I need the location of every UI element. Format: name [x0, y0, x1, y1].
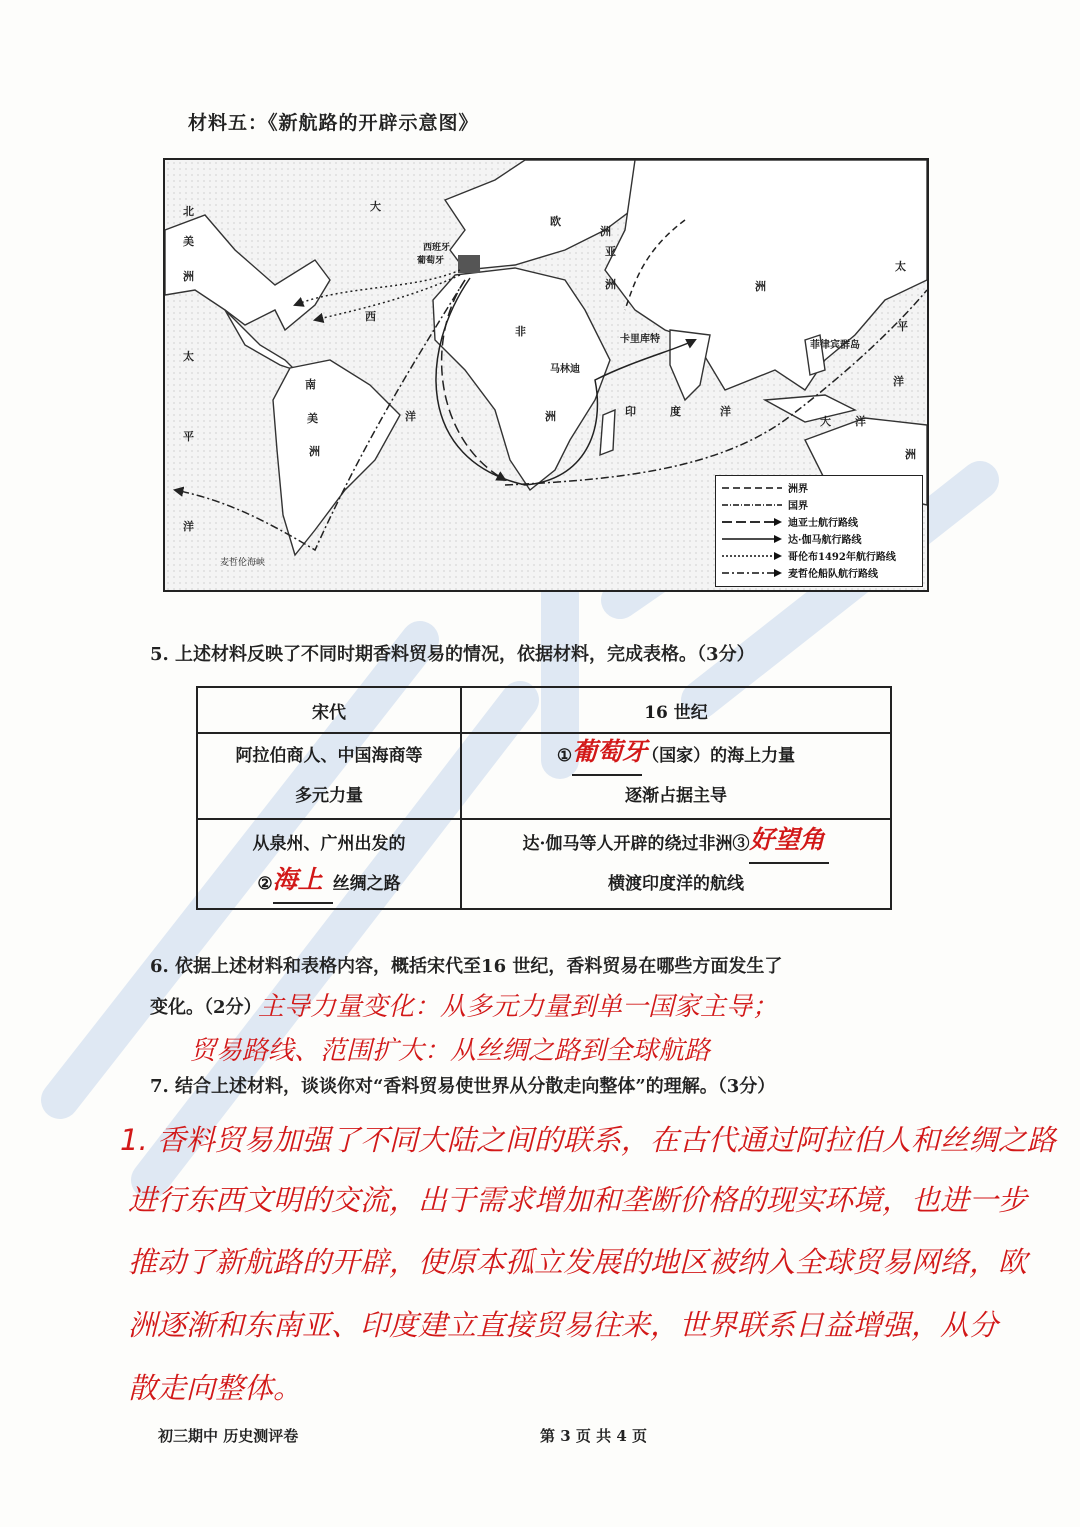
- legend-item-gama-route: 达·伽马航行路线: [722, 530, 916, 547]
- label-calicut: 卡里库特: [620, 334, 660, 345]
- map-legend: [715, 475, 923, 587]
- answer-7-line-5: 散走向整体。: [128, 1371, 303, 1405]
- label-africa: 非: [515, 325, 526, 338]
- svg-text:西: 西: [365, 310, 376, 323]
- table-header-16th: 16 世纪: [461, 687, 891, 733]
- label-spain: 西班牙: [423, 243, 451, 253]
- answer-blank-3: 好望角: [749, 825, 825, 854]
- blank-2[interactable]: [272, 865, 333, 904]
- footer-exam-title: 初三期中 历史测评卷: [158, 1427, 299, 1445]
- svg-text:洲: 洲: [605, 278, 616, 291]
- answer-blank-2: 海上: [272, 865, 323, 894]
- table-cell-r1-left: 阿拉伯商人、中国海商等 多元力量: [197, 733, 461, 819]
- table-cell-r1-right: ① 葡萄牙 （国家）的海上力量 逐渐占据主导: [461, 733, 891, 819]
- question-6-line-1: 6. 依据上述材料和表格内容，概括宋代至16 世纪，香料贸易在哪些方面发生了: [150, 956, 783, 977]
- question-5: 5. 上述材料反映了不同时期香料贸易的情况，依据材料，完成表格。（3分）: [150, 644, 755, 665]
- answer-7-line-4: 洲逐渐和东南亚、印度建立直接贸易往来，世界联系日益增强，从分: [128, 1308, 999, 1342]
- footer-page-number: 第 3 页 共 4 页: [540, 1427, 647, 1445]
- label-south-america: 南: [305, 378, 316, 391]
- answer-6-line-1: 主导力量变化：从多元力量到单一国家主导；: [258, 992, 779, 1022]
- label-philippines: 菲律宾群岛: [810, 340, 860, 351]
- svg-text:洲: 洲: [905, 448, 916, 461]
- svg-text:洋: 洋: [405, 410, 416, 423]
- svg-text:洲: 洲: [545, 410, 556, 423]
- svg-text:平: 平: [897, 320, 908, 333]
- material-title: 材料五：《新航路的开辟示意图》: [188, 112, 479, 134]
- svg-text:平: 平: [183, 430, 194, 443]
- svg-text:洋: 洋: [183, 520, 194, 533]
- label-europe: 欧: [550, 215, 561, 228]
- svg-text:洲: 洲: [755, 280, 766, 293]
- legend-item-magellan-route: 麦哲伦船队航行路线: [722, 564, 916, 581]
- answer-table: [196, 686, 892, 910]
- label-oceania: 大: [820, 415, 831, 428]
- svg-text:洋: 洋: [720, 405, 731, 418]
- label-atlantic: 大: [370, 200, 381, 213]
- table-header-song: 宋代: [197, 687, 461, 733]
- question-6-line-2: 变化。（2分）: [150, 997, 262, 1018]
- legend-item-dias-route: 迪亚士航行路线: [722, 513, 916, 530]
- table-cell-r2-left: 从泉州、广州出发的 ② 海上 丝绸之路: [197, 819, 461, 909]
- svg-text:度: 度: [670, 405, 681, 418]
- answer-6-line-2: 贸易路线、范围扩大：从丝绸之路到全球航路: [190, 1036, 711, 1066]
- blank-3[interactable]: [749, 825, 829, 864]
- iberia-marker: [458, 255, 480, 273]
- svg-text:美: 美: [307, 412, 318, 425]
- legend-item-national-border: 国界: [788, 501, 808, 512]
- legend-item-columbus-route: 哥伦布1492年航行路线: [722, 547, 916, 564]
- answer-blank-1: 葡萄牙: [572, 737, 648, 766]
- label-north-america: 北: [183, 205, 194, 218]
- svg-text:美: 美: [183, 235, 194, 248]
- label-pacific-left: 太: [183, 350, 194, 363]
- answer-7-line-3: 推动了新航路的开辟，使原本孤立发展的地区被纳入全球贸易网络，欧: [128, 1245, 1028, 1279]
- answer-7-line-1: 1. 香料贸易加强了不同大陆之间的联系，在古代通过阿拉伯人和丝绸之路: [120, 1123, 1056, 1157]
- label-portugal: 葡萄牙: [417, 256, 445, 266]
- svg-text:洋: 洋: [893, 375, 904, 388]
- blank-1[interactable]: [572, 737, 648, 776]
- route-map: [163, 158, 929, 592]
- svg-text:洋: 洋: [855, 415, 866, 428]
- question-7: 7. 结合上述材料，谈谈你对“香料贸易使世界从分散走向整体”的理解。（3分）: [150, 1076, 776, 1097]
- label-magellan-strait: 麦哲伦海峡: [220, 558, 266, 568]
- label-malindi: 马林迪: [550, 364, 580, 375]
- svg-text:洲: 洲: [600, 225, 611, 238]
- label-indian-ocean: 印: [625, 405, 636, 418]
- answer-7-line-2: 进行东西文明的交流，出于需求增加和垄断价格的现实环境，也进一步: [128, 1183, 1028, 1217]
- legend-item-continent-boundary: 洲界: [788, 484, 808, 495]
- svg-text:洲: 洲: [309, 445, 320, 458]
- label-pacific-right: 太: [895, 260, 906, 273]
- label-asia: 亚: [605, 245, 616, 258]
- table-cell-r2-right: 达·伽马等人开辟的绕过非洲③ 好望角 横渡印度洋的航线: [461, 819, 891, 909]
- svg-text:洲: 洲: [183, 270, 194, 283]
